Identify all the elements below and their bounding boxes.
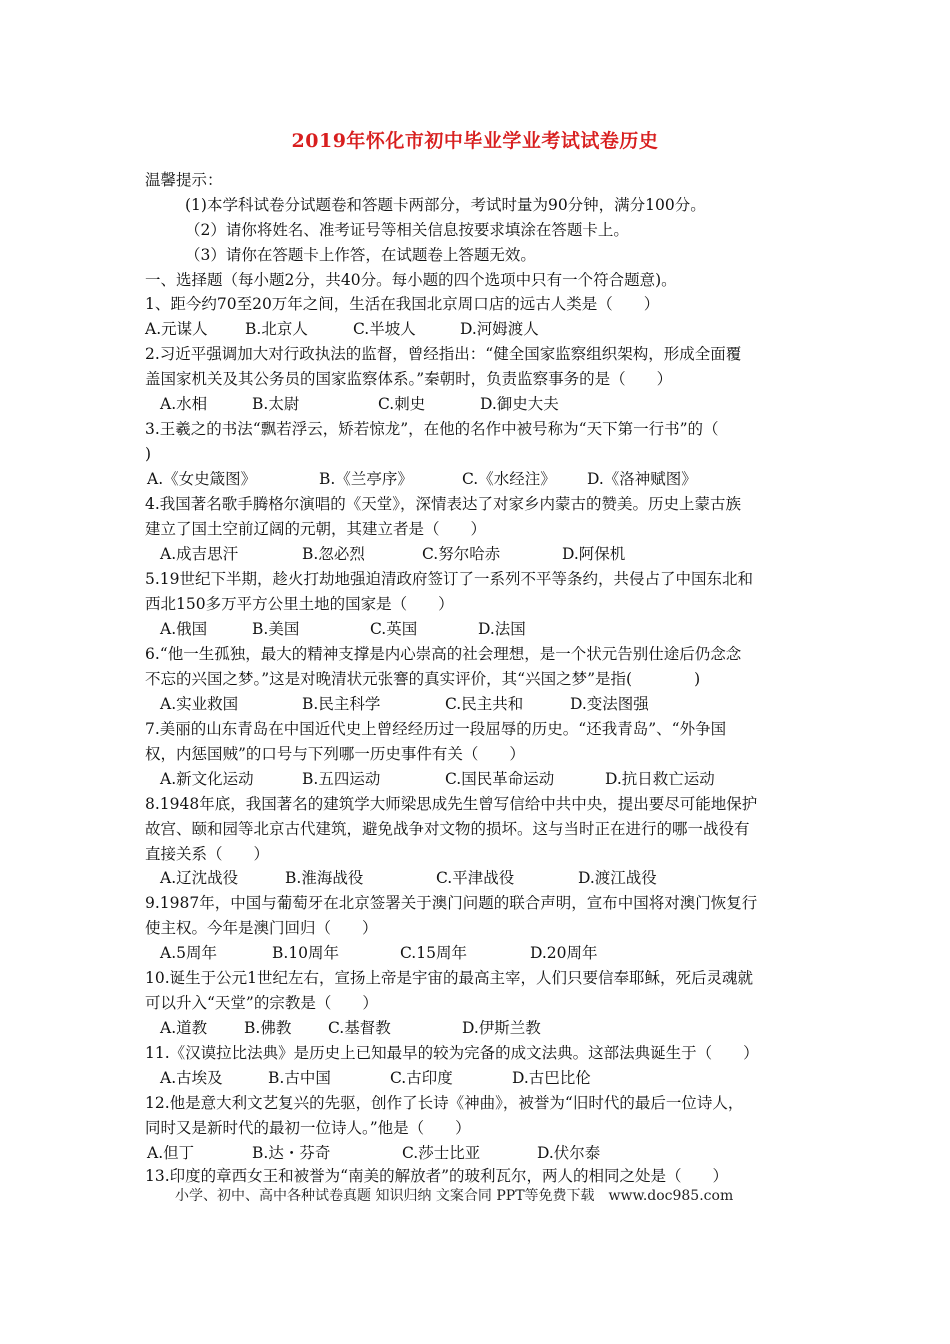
option-a: A.《女史箴图》	[147, 470, 257, 488]
question-7-text-2: 权，内惩国贼”的口号与下列哪一历史事件有关（ ）	[145, 745, 525, 763]
question-9-text-1: 9.1987年，中国与葡萄牙在北京签署关于澳门问题的联合声明，宣布中国将对澳门恢复行	[145, 894, 758, 912]
option-d: D.渡江战役	[578, 869, 657, 887]
option-a: A.辽沈战役	[160, 869, 239, 887]
option-b: B.《兰亭序》	[319, 470, 413, 488]
question-6-text-2: 不忘的兴国之梦。”这是对晚清状元张謇的真实评价，其“兴国之梦”是指( )	[145, 670, 701, 688]
option-d: D.阿保机	[562, 545, 626, 563]
option-a: A.道教	[160, 1019, 208, 1037]
option-d: D.古巴比伦	[512, 1069, 591, 1087]
question-3-text-1: 3.王羲之的书法“飘若浮云，矫若惊龙”，在他的名作中被号称为“天下第一行书”的（	[145, 420, 719, 438]
question-11-text: 11.《汉谟拉比法典》是历史上已知最早的较为完备的成文法典。这部法典诞生于（ ）	[145, 1044, 759, 1062]
option-a: A.实业救国	[160, 695, 239, 713]
option-a: A.新文化运动	[160, 770, 254, 788]
option-b: B.五四运动	[302, 770, 381, 788]
footer-note: 小学、初中、高中各种试卷真题 知识归纳 文案合同 PPT等免费下载 www.doc985.com	[175, 1188, 734, 1204]
question-8-text-1: 8.1948年底，我国著名的建筑学大师梁思成先生曾写信给中共中央，提出要尽可能地保护	[145, 795, 758, 813]
option-b: B.美国	[252, 620, 300, 638]
option-d: D.20周年	[530, 944, 598, 962]
exam-title: 2019年怀化市初中毕业学业考试试卷历史	[291, 130, 659, 152]
question-10-text-2: 可以升入“天堂”的宗教是（ ）	[145, 994, 378, 1012]
tips-label: 温馨提示：	[145, 171, 223, 189]
option-c: C.基督教	[328, 1019, 391, 1037]
option-c: C.英国	[370, 620, 418, 638]
option-a: A.古埃及	[160, 1069, 223, 1087]
option-b: B.佛教	[244, 1019, 292, 1037]
question-12-text-2: 同时又是新时代的最初一位诗人。”他是（ ）	[145, 1119, 471, 1137]
option-d: D.法国	[478, 620, 526, 638]
question-8-text-3: 直接关系（ ）	[145, 845, 270, 863]
question-1-text: 1、距今约70至20万年之间，生活在我国北京周口店的远古人类是（ ）	[145, 295, 660, 313]
tip-3: （3）请你在答题卡上作答，在试题卷上答题无效。	[185, 246, 536, 264]
option-c: C.努尔哈赤	[422, 545, 501, 563]
option-d: D.伏尔泰	[537, 1144, 601, 1162]
option-c: C.半坡人	[353, 320, 416, 338]
question-13-text: 13.印度的章西女王和被誉为“南美的解放者”的玻利瓦尔，两人的相同之处是（ ）	[145, 1167, 729, 1185]
question-5-text-2: 西北150多万平方公里土地的国家是（ ）	[145, 595, 454, 613]
option-a: A.水相	[160, 395, 208, 413]
section-heading: 一、选择题（每小题2分，共40分。每小题的四个选项中只有一个符合题意)。	[145, 271, 677, 289]
question-8-text-2: 故宫、颐和园等北京古代建筑，避免战争对文物的损坏。这与当时正在进行的哪一战役有	[145, 820, 750, 838]
question-12-text-1: 12.他是意大利文艺复兴的先驱，创作了长诗《神曲》，被誉为“旧时代的最后一位诗人，	[145, 1094, 744, 1112]
tip-2: （2）请你将姓名、准考证号等相关信息按要求填涂在答题卡上。	[185, 221, 629, 239]
option-c: C.15周年	[400, 944, 467, 962]
option-c: C.古印度	[390, 1069, 453, 1087]
option-d: D.抗日救亡运动	[605, 770, 715, 788]
question-4-text-1: 4.我国著名歌手腾格尔演唱的《天堂》，深情表达了对家乡内蒙古的赞美。历史上蒙古族	[145, 495, 742, 513]
option-c: C.《水经注》	[462, 470, 556, 488]
question-3-text-2: )	[145, 445, 152, 463]
option-a: A.俄国	[160, 620, 208, 638]
option-a: A.成吉思汗	[160, 545, 239, 563]
option-b: B.淮海战役	[285, 869, 364, 887]
option-d: D.变法图强	[570, 695, 649, 713]
option-b: B.古中国	[268, 1069, 331, 1087]
option-b: B.太尉	[252, 395, 300, 413]
option-b: B.北京人	[245, 320, 308, 338]
option-a: A.但丁	[147, 1144, 195, 1162]
option-c: C.刺史	[378, 395, 426, 413]
question-4-text-2: 建立了国土空前辽阔的元朝，其建立者是（ ）	[145, 520, 487, 538]
option-d: D.伊斯兰教	[462, 1019, 541, 1037]
tip-1: (1)本学科试卷分试题卷和答题卡两部分，考试时量为90分钟，满分100分。	[185, 196, 706, 214]
option-c: C.民主共和	[445, 695, 524, 713]
option-d: D.河姆渡人	[460, 320, 539, 338]
question-5-text-1: 5.19世纪下半期，趁火打劫地强迫清政府签订了一系列不平等条约，共侵占了中国东北和	[145, 570, 754, 588]
option-b: B.民主科学	[302, 695, 381, 713]
option-a: A.5周年	[160, 944, 217, 962]
question-7-text-1: 7.美丽的山东青岛在中国近代史上曾经经历过一段屈辱的历史。“还我青岛”、“外争国	[145, 720, 727, 738]
option-d: D.《洛神赋图》	[587, 470, 697, 488]
option-c: C.莎士比亚	[402, 1144, 481, 1162]
question-2-text-2: 盖国家机关及其公务员的国家监察体系。”秦朝时，负责监察事务的是（ ）	[145, 370, 673, 388]
option-c: C.平津战役	[436, 869, 515, 887]
option-d: D.御史大夫	[480, 395, 559, 413]
question-6-text-1: 6.“他一生孤独，最大的精神支撑是内心崇高的社会理想，是一个状元告别仕途后仍念念	[145, 645, 742, 663]
option-b: B.达・芬奇	[252, 1144, 331, 1162]
option-b: B.10周年	[272, 944, 340, 962]
question-2-text-1: 2.习近平强调加大对行政执法的监督，曾经指出：“健全国家监察组织架构，形成全面覆	[145, 345, 742, 363]
question-9-text-2: 使主权。今年是澳门回归（ ）	[145, 919, 378, 937]
question-10-text-1: 10.诞生于公元1世纪左右，宣扬上帝是宇宙的最高主宰，人们只要信奉耶稣，死后灵魂就	[145, 969, 754, 987]
option-a: A.元谋人	[145, 320, 208, 338]
option-c: C.国民革命运动	[445, 770, 555, 788]
option-b: B.忽必烈	[302, 545, 365, 563]
